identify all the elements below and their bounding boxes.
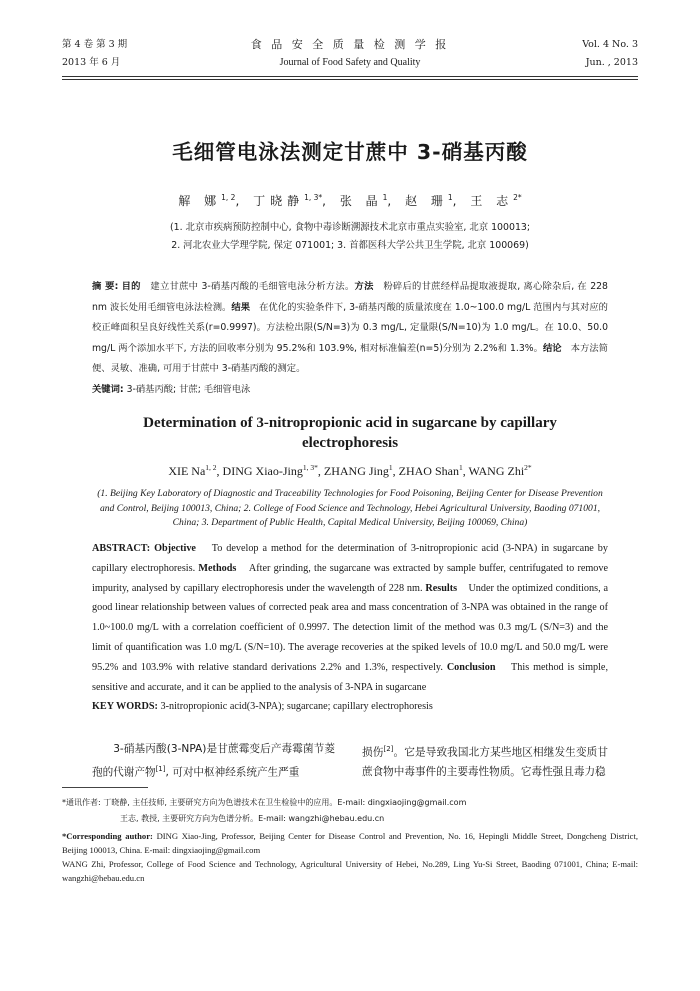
footnote-en-2: WANG Zhi, Professor, College of Food Science and Technology, Agricultural University of Hebei, No.289, Ling Yu-Si Street, Baoding 071001, China; E-mail: wangzhi@hebau.edu.cn <box>62 859 638 883</box>
abstract-cn <box>92 277 608 400</box>
methods-label-cn: 方法 <box>354 281 374 292</box>
author-en: XIE Na <box>168 464 206 478</box>
results-label-cn: 结果 <box>231 301 251 313</box>
running-header <box>62 36 638 76</box>
date-cn: 2013 年 6 月 <box>62 57 121 68</box>
volume-issue-en: Vol. 4 No. 3 <box>582 39 638 50</box>
authors-en: XIE Na$^{1, 2}$, DING Xiao-Jing$^{1, 3*}$, ZHANG Jing$^1$, ZHAO Shan$^1$, WANG Zhi$^{2*}$ <box>168 463 532 478</box>
author-affil-sup: 2* <box>524 463 532 472</box>
objective-label-cn: 目的 <box>121 281 141 292</box>
author-affil-sup: 1 <box>388 463 393 472</box>
affiliations-en: (1. Beijing Key Laboratory of Diagnostic and Traceability Technologies for Food Poisoning, Beijing Center for Disease Prevention and Control, Beijing 100013, China; 2. College of Food Science and Technology, Hebei Agricultural University, Baoding 071001, China; 3. Department of Public Health, Capital Medical University, Beijing 100069, China) <box>97 488 603 528</box>
footnote-rule <box>62 787 148 788</box>
affiliation-cn-line-1: (1. 北京市疾病预防控制中心, 食物中毒诊断溯源技术北京市重点实验室, 北京 100013; <box>169 222 531 233</box>
body-text: 3-硝基丙酸(3-NPA)是甘蔗霉变后产毒霉菌节菱孢的代谢产物 <box>92 743 335 779</box>
keywords-cn: 3-硝基丙酸; 甘蔗; 毛细管电泳 <box>126 383 251 395</box>
keywords-label-en: KEY WORDS: <box>92 701 158 713</box>
abstract-label-en: ABSTRACT: Objective <box>92 543 196 554</box>
author-affil-sup: 1 <box>382 193 388 202</box>
keywords-label-cn: 关键词: <box>92 383 124 395</box>
journal-name-en: Journal of Food Safety and Quality <box>279 57 421 68</box>
results-en: Under the optimized conditions, a good linear relationship between values of corrected peak area and mass concentration of 3-NPA was obtained in the range of 1.0~100.0 mg/L with a correlation coefficient of 0.9997. The detection limit of the method was 0.3 mg/L (S/N=3) and the limit of quantification was 1.0 mg/L (S/N=10). The average recoveries at the spiked levels of 10.0 mg/L and 50.0 mg/L were 95.2% and 103.9% with relative standard derivations 2.2% and 1.3%, respectively. <box>92 582 608 673</box>
author-cn: 王 志 <box>470 194 514 208</box>
date-en: Jun. , 2013 <box>585 57 638 68</box>
keywords-en: 3-nitropropionic acid(3-NPA); sugarcane; capillary electrophoresis <box>160 701 433 713</box>
conclusion-label-en: Conclusion <box>446 661 496 673</box>
body-column-right <box>362 740 608 783</box>
citation-ref: [1] <box>155 764 166 773</box>
author-affil-sup: 1 <box>458 463 463 472</box>
title-en: Determination of 3-nitropropionic acid in sugarcane by capillary electrophoresis <box>143 415 557 451</box>
journal-name-cn: 食 品 安 全 质 量 检 测 学 报 <box>250 38 450 51</box>
objective-cn: 建立甘蔗中 3-硝基丙酸的毛细管电泳分析方法。 <box>150 281 355 292</box>
author-affil-sup: 1 <box>447 193 453 202</box>
author-cn: 解 娜 <box>178 194 222 208</box>
corresponding-author-1: DING Xiao-Jing, Professor, Beijing Center for Disease Control and Prevention, No. 16, Hepingli Middle Street, Dongcheng District, Beijing 100013, China. E-mail: dingxiaojing@gmail.com <box>62 831 638 855</box>
author-en: ZHANG Jing <box>323 464 389 478</box>
citation-ref: [2] <box>383 745 394 753</box>
footnote-en-1 <box>62 829 638 857</box>
abstract-en <box>92 539 608 717</box>
results-cn: 在优化的实验条件下, 3-硝基丙酸的质量浓度在 1.0~100.0 mg/L 范围内与其对应的校正峰面积呈良好线性关系(r=0.9997)。方法检出限(S/N=3)为 0.3 mg/L, 定量限(S/N=10)为 1.0 mg/L。在 10.0、50.0 mg/L 两个添加水平下, 方法的回收率分别为 95.2%和 103.9%, 相对标准偏差(n=5)分别为 2.2%和 1.3%。 <box>92 301 608 354</box>
conclusion-label-cn: 结论 <box>542 342 562 354</box>
author-en: DING Xiao-Jing <box>222 464 303 478</box>
title-cn: 毛细管电泳法测定甘蔗中 3-硝基丙酸 <box>172 140 528 164</box>
objective-en: To develop a method for the determination of 3-nitropropionic acid (3-NPA) in sugarcane by capillary electrophoresis. <box>92 543 608 574</box>
results-label-en: Results <box>425 582 458 594</box>
corresponding-author-label: *Corresponding author: <box>62 831 153 841</box>
conclusion-en: This method is simple, sensitive and accurate, and it can be applied to the analysis of 3-NPA in sugarcane <box>92 661 608 693</box>
body-text: 损伤 <box>362 746 384 759</box>
methods-en: After grinding, the sugarcane was extracted by sample buffer, centrifugated to remove impurity, analysed by capillary electrophoresis under the wavelength of 228 nm. <box>92 562 608 594</box>
methods-cn: 粉碎后的甘蔗经样品提取液提取, 离心除杂后, 在 228 nm 波长处用毛细管电泳法检测。 <box>92 281 608 313</box>
footnote-cn-1: *通讯作者: 丁晓静, 主任技师, 主要研究方向为色谱技术在卫生检验中的应用。E-mail: dingxiaojing@gmail.com <box>62 798 467 807</box>
author-cn: 张 晶 <box>339 194 383 208</box>
abstract-label-cn: 摘 要: <box>92 281 119 292</box>
body-text: 。它是导致我国北方某些地区相继发生变质甘蔗食物中毒事件的主要毒性物质。它毒性强且毒力稳 <box>362 746 609 779</box>
affiliation-cn-line-2: 2. 河北农业大学理学院, 保定 071001; 3. 首都医科大学公共卫生学院, 北京 100069) <box>171 240 529 251</box>
authors-cn: 解 娜$^{1, 2}$, 丁晓静$^{1, 3*}$, 张 晶$^1$, 赵 珊$^1$, 王 志$^{2*}$ <box>178 193 522 208</box>
body-column-left <box>92 740 335 783</box>
affiliations-cn <box>80 219 620 255</box>
header-rule-thick <box>62 76 638 77</box>
volume-issue-cn: 第 4 卷 第 3 期 <box>62 39 128 50</box>
footnote-cn-2: 王志, 教授, 主要研究方向为色谱分析。E-mail: wangzhi@hebau.edu.cn <box>120 814 385 823</box>
author-affil-sup: 1, 2 <box>221 193 236 202</box>
author-affil-sup: 2* <box>513 193 522 202</box>
author-en: WANG Zhi <box>468 464 525 478</box>
author-cn: 赵 珊 <box>405 194 448 208</box>
author-en: ZHAO Shan <box>398 464 459 478</box>
header-rule-thin <box>62 79 638 80</box>
conclusion-cn: 本方法简便、灵敏、准确, 可用于甘蔗中 3-硝基丙酸的测定。 <box>92 342 608 374</box>
methods-label-en: Methods <box>198 562 237 574</box>
author-cn: 丁晓静 <box>253 194 305 208</box>
author-affil-sup: 1, 2 <box>205 463 217 472</box>
author-affil-sup: 1, 3* <box>302 463 318 472</box>
body-text: , 可对中枢神经系统产生严重 <box>165 766 300 779</box>
author-affil-sup: 1, 3* <box>304 193 323 202</box>
